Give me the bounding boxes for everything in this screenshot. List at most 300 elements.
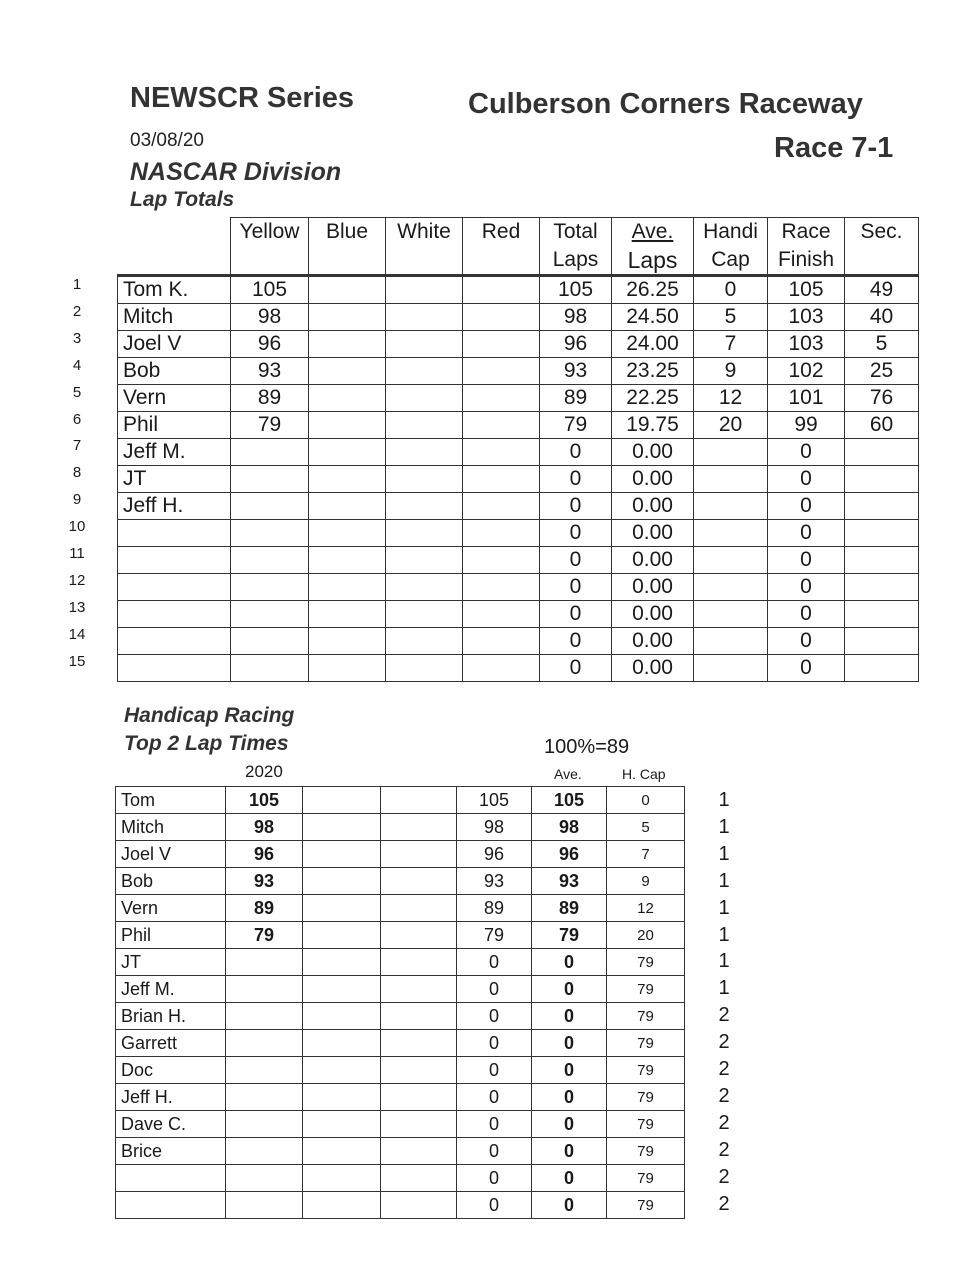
- cell-y2020: 105: [226, 787, 303, 814]
- cell-name: [116, 1165, 226, 1192]
- cell-hcap: 79: [607, 1057, 685, 1084]
- row-number: 7: [72, 437, 82, 455]
- cell-sec: 49: [845, 276, 919, 304]
- cell-hcap: 79: [607, 949, 685, 976]
- cell-red: [463, 601, 540, 628]
- cell-sec: 40: [845, 304, 919, 331]
- column-header-line: Finish: [777, 248, 835, 271]
- cell-total: 0: [540, 601, 612, 628]
- cell-total: 89: [457, 895, 532, 922]
- cell-finish: 0: [768, 628, 845, 655]
- cell-total: 0: [457, 1003, 532, 1030]
- column-header: [463, 218, 540, 276]
- header-blank: [118, 218, 231, 276]
- cell-total: 79: [457, 922, 532, 949]
- cell-finish: 103: [768, 331, 845, 358]
- cell-ave: 26.25: [612, 276, 694, 304]
- cell-y2020: 93: [226, 868, 303, 895]
- table-row: [118, 655, 919, 682]
- cell-yellow: [231, 574, 309, 601]
- group-number: 1: [718, 842, 730, 865]
- cell-c4: [381, 1165, 457, 1192]
- percent-label: 100%=89: [544, 736, 630, 758]
- cell-white: [386, 520, 463, 547]
- cell-red: [463, 304, 540, 331]
- cell-ave: 19.75: [612, 412, 694, 439]
- cell-y2020: [226, 1030, 303, 1057]
- group-number: 2: [718, 1084, 730, 1107]
- cell-ave: 0.00: [612, 601, 694, 628]
- table-row: [116, 1030, 685, 1057]
- cell-yellow: 93: [231, 358, 309, 385]
- row-number: 14: [68, 625, 86, 643]
- group-number: 1: [718, 815, 730, 838]
- group-number: 2: [718, 1192, 730, 1215]
- table-row: [118, 439, 919, 466]
- cell-name: Bob: [118, 358, 231, 385]
- table-row: [116, 787, 685, 814]
- cell-handicap: [694, 520, 768, 547]
- cell-white: [386, 466, 463, 493]
- row-number: 1: [72, 276, 82, 293]
- cell-red: [463, 331, 540, 358]
- cell-blue: [309, 412, 386, 439]
- cell-white: [386, 439, 463, 466]
- cell-total: 0: [540, 574, 612, 601]
- cell-total: 105: [540, 276, 612, 304]
- cell-white: [386, 547, 463, 574]
- cell-total: 89: [540, 385, 612, 412]
- group-number: 2: [718, 1111, 730, 1134]
- cell-c4: [381, 1003, 457, 1030]
- table-row: [118, 276, 919, 304]
- cell-yellow: [231, 628, 309, 655]
- cell-y2020: [226, 1138, 303, 1165]
- cell-finish: 103: [768, 304, 845, 331]
- cell-ave: 0.00: [612, 466, 694, 493]
- cell-c4: [381, 787, 457, 814]
- cell-c4: [381, 841, 457, 868]
- group-number: 1: [718, 896, 730, 919]
- table-row: [118, 331, 919, 358]
- table-row: [116, 1084, 685, 1111]
- group-number: 2: [718, 1031, 730, 1054]
- group-number: 1: [718, 789, 730, 811]
- cell-name: Bob: [116, 868, 226, 895]
- cell-red: [463, 574, 540, 601]
- column-header: [845, 218, 919, 276]
- cell-name: JT: [116, 949, 226, 976]
- cell-name: Dave C.: [116, 1111, 226, 1138]
- table-row: [118, 358, 919, 385]
- cell-red: [463, 655, 540, 682]
- cell-finish: 105: [768, 276, 845, 304]
- cell-name: Jeff H.: [116, 1084, 226, 1111]
- cell-blue: [309, 601, 386, 628]
- table-row: [118, 412, 919, 439]
- cell-ave: 96: [532, 841, 607, 868]
- column-header: [694, 218, 768, 276]
- row-number: 5: [72, 383, 82, 401]
- cell-blue: [309, 628, 386, 655]
- cell-ave: 23.25: [612, 358, 694, 385]
- group-number: 2: [718, 1058, 730, 1080]
- cell-total: 93: [457, 868, 532, 895]
- column-header: [540, 218, 612, 276]
- cell-name: [118, 520, 231, 547]
- group-number: 1: [718, 923, 730, 946]
- cell-blue: [309, 304, 386, 331]
- cell-blue: [309, 520, 386, 547]
- cell-name: Joel V: [118, 331, 231, 358]
- table-row: [116, 868, 685, 895]
- row-number: 4: [72, 356, 82, 374]
- cell-c4: [381, 976, 457, 1003]
- cell-hcap: 12: [607, 895, 685, 922]
- cell-y2020: [226, 1057, 303, 1084]
- cell-c4: [381, 1057, 457, 1084]
- cell-c4: [381, 1084, 457, 1111]
- cell-hcap: 79: [607, 1030, 685, 1057]
- cell-name: Tom K.: [118, 276, 231, 304]
- cell-hcap: 79: [607, 976, 685, 1003]
- cell-name: [118, 547, 231, 574]
- column-header-line: Yellow: [239, 220, 300, 243]
- cell-finish: 0: [768, 493, 845, 520]
- table-row: [116, 976, 685, 1003]
- cell-yellow: 89: [231, 385, 309, 412]
- row-number: 12: [68, 571, 86, 589]
- cell-yellow: 96: [231, 331, 309, 358]
- cell-finish: 102: [768, 358, 845, 385]
- cell-sec: [845, 628, 919, 655]
- table-row: [116, 895, 685, 922]
- table-row: [116, 814, 685, 841]
- cell-c3: [303, 895, 381, 922]
- cell-sec: [845, 574, 919, 601]
- series-title: NEWSCR Series: [130, 82, 355, 114]
- cell-blue: [309, 655, 386, 682]
- cell-handicap: [694, 574, 768, 601]
- column-header: [768, 218, 845, 276]
- cell-sec: 25: [845, 358, 919, 385]
- cell-yellow: 105: [231, 276, 309, 304]
- cell-yellow: [231, 547, 309, 574]
- cell-total: 0: [540, 439, 612, 466]
- cell-white: [386, 331, 463, 358]
- column-header: [231, 218, 309, 276]
- cell-c4: [381, 1138, 457, 1165]
- column-header: [386, 218, 463, 276]
- cell-y2020: [226, 1003, 303, 1030]
- cell-name: Garrett: [116, 1030, 226, 1057]
- cell-hcap: 79: [607, 1192, 685, 1219]
- cell-handicap: 20: [694, 412, 768, 439]
- cell-ave: 89: [532, 895, 607, 922]
- group-number: 1: [718, 977, 730, 1000]
- group-number: 2: [718, 1138, 730, 1161]
- cell-finish: 99: [768, 412, 845, 439]
- group-number: 1: [718, 869, 730, 892]
- column-header-line: Blue: [325, 220, 369, 243]
- cell-ave: 0: [532, 1111, 607, 1138]
- cell-ave: 24.50: [612, 304, 694, 331]
- cell-hcap: 20: [607, 922, 685, 949]
- cell-ave: 0.00: [612, 628, 694, 655]
- venue-title: Culberson Corners Raceway: [468, 88, 863, 120]
- cell-red: [463, 358, 540, 385]
- cell-name: JT: [118, 466, 231, 493]
- lap-totals-table: [117, 217, 919, 682]
- cell-sec: [845, 493, 919, 520]
- cell-name: [118, 574, 231, 601]
- cell-name: Mitch: [116, 814, 226, 841]
- cell-name: [118, 628, 231, 655]
- cell-handicap: [694, 655, 768, 682]
- cell-white: [386, 385, 463, 412]
- cell-ave: 0.00: [612, 574, 694, 601]
- cell-y2020: [226, 949, 303, 976]
- column-header-line: Red: [481, 220, 521, 243]
- cell-finish: 0: [768, 520, 845, 547]
- cell-white: [386, 493, 463, 520]
- cell-blue: [309, 276, 386, 304]
- column-header: [309, 218, 386, 276]
- cell-total: 96: [457, 841, 532, 868]
- cell-yellow: [231, 601, 309, 628]
- cell-c3: [303, 1084, 381, 1111]
- cell-ave: 0.00: [612, 493, 694, 520]
- cell-name: Tom: [116, 787, 226, 814]
- column-header-line: Sec.: [860, 220, 903, 243]
- cell-ave: 0.00: [612, 547, 694, 574]
- cell-white: [386, 574, 463, 601]
- table-row: [116, 1165, 685, 1192]
- cell-ave: 24.00: [612, 331, 694, 358]
- cell-sec: 76: [845, 385, 919, 412]
- cell-handicap: [694, 439, 768, 466]
- cell-c3: [303, 868, 381, 895]
- cell-ave: 93: [532, 868, 607, 895]
- cell-red: [463, 547, 540, 574]
- column-header-line: Laps: [552, 248, 599, 271]
- cell-yellow: [231, 439, 309, 466]
- cell-c3: [303, 814, 381, 841]
- cell-total: 98: [457, 814, 532, 841]
- year-column-label: 2020: [245, 762, 283, 781]
- handicap-title: Handicap Racing: [124, 704, 295, 727]
- handicap-table: [115, 786, 685, 1219]
- cell-y2020: [226, 1111, 303, 1138]
- cell-handicap: [694, 628, 768, 655]
- cell-total: 79: [540, 412, 612, 439]
- table-row: [116, 1192, 685, 1219]
- cell-white: [386, 601, 463, 628]
- cell-total: 98: [540, 304, 612, 331]
- cell-c3: [303, 949, 381, 976]
- cell-yellow: 79: [231, 412, 309, 439]
- cell-sec: [845, 520, 919, 547]
- cell-name: Doc: [116, 1057, 226, 1084]
- cell-total: 0: [457, 976, 532, 1003]
- cell-ave: 0: [532, 1057, 607, 1084]
- column-header-line: Handi: [703, 220, 758, 243]
- cell-handicap: 12: [694, 385, 768, 412]
- cell-y2020: [226, 1165, 303, 1192]
- cell-white: [386, 276, 463, 304]
- cell-y2020: 96: [226, 841, 303, 868]
- cell-ave: 0.00: [612, 439, 694, 466]
- cell-name: Phil: [116, 922, 226, 949]
- cell-blue: [309, 493, 386, 520]
- cell-blue: [309, 358, 386, 385]
- cell-ave: 22.25: [612, 385, 694, 412]
- cell-total: 0: [457, 1084, 532, 1111]
- cell-handicap: 0: [694, 276, 768, 304]
- cell-total: 0: [457, 1138, 532, 1165]
- cell-ave: 98: [532, 814, 607, 841]
- cell-finish: 0: [768, 439, 845, 466]
- cell-c3: [303, 1138, 381, 1165]
- cell-white: [386, 628, 463, 655]
- column-header-line: White: [397, 220, 451, 243]
- cell-total: 93: [540, 358, 612, 385]
- column-header: [612, 218, 694, 276]
- cell-c3: [303, 787, 381, 814]
- cell-yellow: 98: [231, 304, 309, 331]
- cell-c3: [303, 1165, 381, 1192]
- cell-handicap: [694, 493, 768, 520]
- group-number: 2: [718, 1165, 730, 1188]
- row-number: 9: [72, 491, 82, 509]
- cell-name: Vern: [118, 385, 231, 412]
- cell-ave: 0: [532, 1003, 607, 1030]
- table-row: [118, 385, 919, 412]
- cell-handicap: [694, 601, 768, 628]
- cell-ave: 79: [532, 922, 607, 949]
- table-row: [118, 466, 919, 493]
- row-number: 3: [72, 329, 82, 347]
- table-row: [116, 922, 685, 949]
- cell-hcap: 79: [607, 1165, 685, 1192]
- cell-hcap: 79: [607, 1111, 685, 1138]
- cell-y2020: 89: [226, 895, 303, 922]
- hcap-column-label: H. Cap: [622, 766, 666, 782]
- cell-name: Phil: [118, 412, 231, 439]
- cell-sec: 60: [845, 412, 919, 439]
- table-row: [118, 547, 919, 574]
- handicap-subtitle: Top 2 Lap Times: [124, 732, 289, 755]
- table-row: [116, 1003, 685, 1030]
- cell-white: [386, 304, 463, 331]
- cell-name: [118, 655, 231, 682]
- cell-name: Jeff M.: [118, 439, 231, 466]
- cell-total: 0: [540, 547, 612, 574]
- table-row: [118, 493, 919, 520]
- cell-name: Jeff H.: [118, 493, 231, 520]
- cell-c4: [381, 1030, 457, 1057]
- cell-total: 0: [457, 1192, 532, 1219]
- cell-sec: [845, 601, 919, 628]
- cell-yellow: [231, 466, 309, 493]
- cell-name: Brice: [116, 1138, 226, 1165]
- cell-c4: [381, 895, 457, 922]
- cell-sec: 5: [845, 331, 919, 358]
- cell-total: 0: [540, 520, 612, 547]
- table-row: [118, 520, 919, 547]
- cell-ave: 0: [532, 1165, 607, 1192]
- cell-red: [463, 412, 540, 439]
- cell-yellow: [231, 493, 309, 520]
- cell-red: [463, 493, 540, 520]
- cell-hcap: 79: [607, 1003, 685, 1030]
- cell-c3: [303, 922, 381, 949]
- cell-c3: [303, 976, 381, 1003]
- cell-c4: [381, 814, 457, 841]
- row-number: 10: [68, 518, 86, 536]
- column-header-line: Race: [781, 220, 831, 243]
- cell-hcap: 9: [607, 868, 685, 895]
- table-row: [118, 601, 919, 628]
- column-header-line: Ave.: [631, 220, 674, 243]
- cell-sec: [845, 466, 919, 493]
- table-row: [116, 1138, 685, 1165]
- cell-sec: [845, 547, 919, 574]
- cell-total: 0: [540, 628, 612, 655]
- cell-name: Mitch: [118, 304, 231, 331]
- division-title: NASCAR Division: [130, 158, 342, 186]
- cell-name: Joel V: [116, 841, 226, 868]
- cell-ave: 0: [532, 1138, 607, 1165]
- row-number: 13: [68, 598, 86, 616]
- cell-blue: [309, 385, 386, 412]
- race-date: 03/08/20: [130, 130, 204, 151]
- cell-white: [386, 412, 463, 439]
- cell-red: [463, 520, 540, 547]
- cell-ave: 0: [532, 1030, 607, 1057]
- cell-yellow: [231, 655, 309, 682]
- cell-handicap: 7: [694, 331, 768, 358]
- cell-c3: [303, 1003, 381, 1030]
- row-number: 2: [72, 302, 82, 320]
- cell-red: [463, 628, 540, 655]
- cell-ave: 0.00: [612, 655, 694, 682]
- table-row: [118, 628, 919, 655]
- cell-handicap: 5: [694, 304, 768, 331]
- cell-red: [463, 466, 540, 493]
- cell-ave: 0: [532, 949, 607, 976]
- cell-red: [463, 276, 540, 304]
- lap-totals-header-row: [118, 218, 919, 276]
- cell-c4: [381, 949, 457, 976]
- cell-c3: [303, 1030, 381, 1057]
- cell-name: Brian H.: [116, 1003, 226, 1030]
- cell-finish: 0: [768, 574, 845, 601]
- cell-total: 0: [540, 655, 612, 682]
- row-number: 11: [69, 545, 85, 562]
- cell-y2020: 98: [226, 814, 303, 841]
- cell-blue: [309, 439, 386, 466]
- cell-total: 0: [457, 1030, 532, 1057]
- cell-name: [116, 1192, 226, 1219]
- cell-total: 0: [457, 1165, 532, 1192]
- table-row: [116, 1111, 685, 1138]
- cell-red: [463, 385, 540, 412]
- cell-y2020: [226, 1192, 303, 1219]
- cell-finish: 0: [768, 547, 845, 574]
- cell-total: 105: [457, 787, 532, 814]
- cell-hcap: 79: [607, 1138, 685, 1165]
